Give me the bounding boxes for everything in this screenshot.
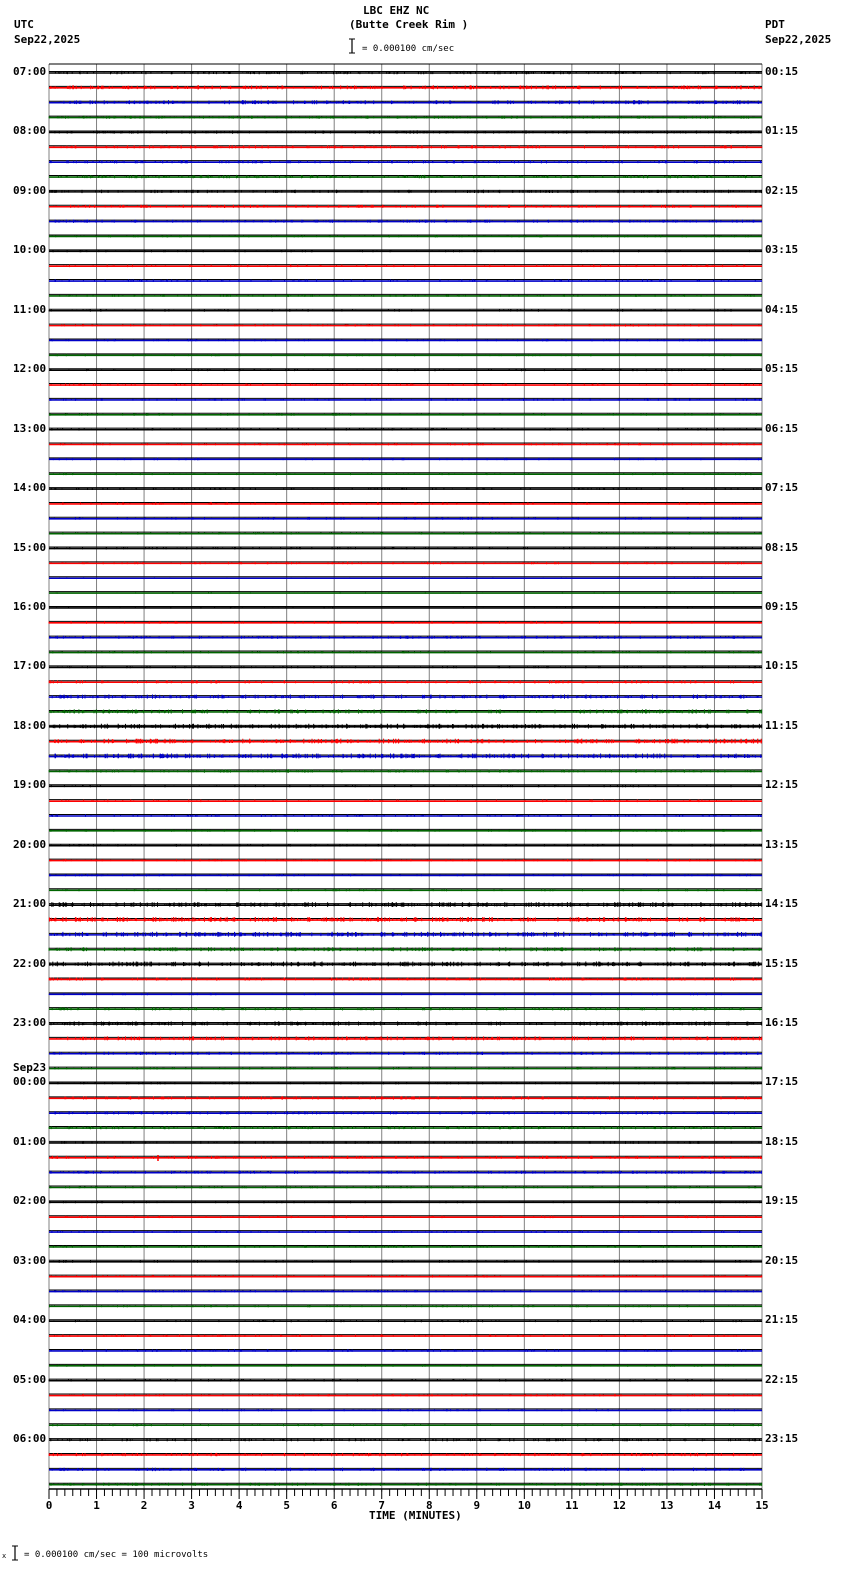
- pdt-hour-label: 11:15: [765, 718, 799, 732]
- x-tick-label: 6: [330, 1499, 338, 1512]
- pdt-hour-label: 13:15: [765, 837, 799, 851]
- x-tick-label: 12: [612, 1499, 627, 1512]
- utc-hour-label: 10:00: [13, 243, 47, 257]
- x-tick-label: 11: [565, 1499, 579, 1512]
- utc-hour-label: 21:00: [13, 897, 47, 911]
- utc-date-label: Sep23: [13, 1061, 47, 1075]
- pdt-hour-label: 16:15: [765, 1016, 799, 1030]
- pdt-hour-label: 17:15: [765, 1075, 799, 1089]
- utc-hour-label: 15:00: [13, 540, 47, 554]
- pdt-hour-label: 14:15: [765, 897, 799, 911]
- footer-scale: = 0.000100 cm/sec = 100 microvolts: [24, 1550, 209, 1560]
- utc-hour-label: 02:00: [13, 1194, 47, 1208]
- utc-hour-label: 14:00: [13, 481, 47, 495]
- pdt-hour-label: 08:15: [765, 540, 799, 554]
- utc-hour-label: 11:00: [13, 302, 47, 316]
- utc-hour-label: 12:00: [13, 362, 47, 376]
- utc-hour-label: 03:00: [13, 1253, 47, 1267]
- utc-hour-label: 01:00: [13, 1134, 47, 1148]
- pdt-hour-label: 15:15: [765, 956, 799, 970]
- x-tick-label: 10: [517, 1499, 531, 1512]
- pdt-hour-label: 12:15: [765, 778, 799, 792]
- utc-hour-label: 07:00: [13, 65, 47, 78]
- utc-hour-label: 06:00: [13, 1432, 47, 1446]
- pdt-hour-label: 18:15: [765, 1134, 799, 1148]
- x-tick-label: 5: [283, 1499, 290, 1512]
- utc-hour-label: 13:00: [13, 421, 47, 435]
- x-tick-label: 3: [188, 1499, 195, 1512]
- utc-hour-label: 23:00: [13, 1016, 47, 1030]
- x-tick-label: 1: [93, 1499, 100, 1512]
- pdt-hour-label: 07:15: [765, 481, 799, 495]
- utc-hour-label: 08:00: [13, 124, 47, 138]
- utc-hour-label: 20:00: [13, 837, 47, 851]
- pdt-hour-label: 19:15: [765, 1194, 799, 1208]
- footer-x-mark: x: [2, 1552, 7, 1560]
- x-tick-label: 8: [425, 1499, 433, 1512]
- pdt-hour-label: 03:15: [765, 243, 799, 257]
- pdt-hour-label: 06:15: [765, 421, 799, 435]
- x-axis-label: TIME (MINUTES): [369, 1509, 462, 1522]
- x-tick-label: 0: [45, 1499, 53, 1512]
- x-tick-label: 15: [755, 1499, 769, 1512]
- pdt-hour-label: 01:15: [765, 124, 799, 138]
- pdt-hour-label: 09:15: [765, 599, 799, 613]
- utc-hour-label: 18:00: [13, 718, 47, 732]
- x-tick-label: 4: [235, 1499, 243, 1512]
- x-tick-label: 9: [473, 1499, 481, 1512]
- utc-hour-label: 05:00: [13, 1372, 47, 1386]
- pdt-hour-label: 05:15: [765, 362, 799, 376]
- right-timezone: PDT: [765, 18, 785, 31]
- utc-hour-label: 22:00: [13, 956, 47, 970]
- scale-legend: = 0.000100 cm/sec: [362, 44, 455, 54]
- pdt-hour-label: 10:15: [765, 659, 799, 673]
- utc-hour-label: 00:00: [13, 1075, 47, 1089]
- left-timezone: UTC: [14, 18, 34, 31]
- x-tick-label: 13: [660, 1499, 674, 1512]
- pdt-hour-label: 02:15: [765, 183, 799, 197]
- pdt-hour-label: 22:15: [765, 1372, 799, 1386]
- utc-hour-label: 04:00: [13, 1313, 47, 1327]
- pdt-hour-label: 04:15: [765, 302, 799, 316]
- utc-hour-label: 17:00: [13, 659, 47, 673]
- pdt-hour-label: 21:15: [765, 1313, 799, 1327]
- x-tick-label: 14: [707, 1499, 722, 1512]
- site-title: (Butte Creek Rim ): [349, 18, 469, 31]
- pdt-hour-label: 23:15: [765, 1432, 799, 1446]
- station-title: LBC EHZ NC: [363, 4, 430, 17]
- pdt-hour-label: 20:15: [765, 1253, 799, 1267]
- left-date: Sep22,2025: [14, 33, 81, 46]
- utc-hour-label: 09:00: [13, 183, 47, 197]
- x-tick-label: 7: [378, 1499, 386, 1512]
- x-tick-label: 2: [140, 1499, 148, 1512]
- utc-hour-label: 16:00: [13, 599, 47, 613]
- utc-hour-label: 19:00: [13, 778, 47, 792]
- pdt-hour-label: 00:15: [765, 65, 799, 78]
- right-date: Sep22,2025: [765, 33, 832, 46]
